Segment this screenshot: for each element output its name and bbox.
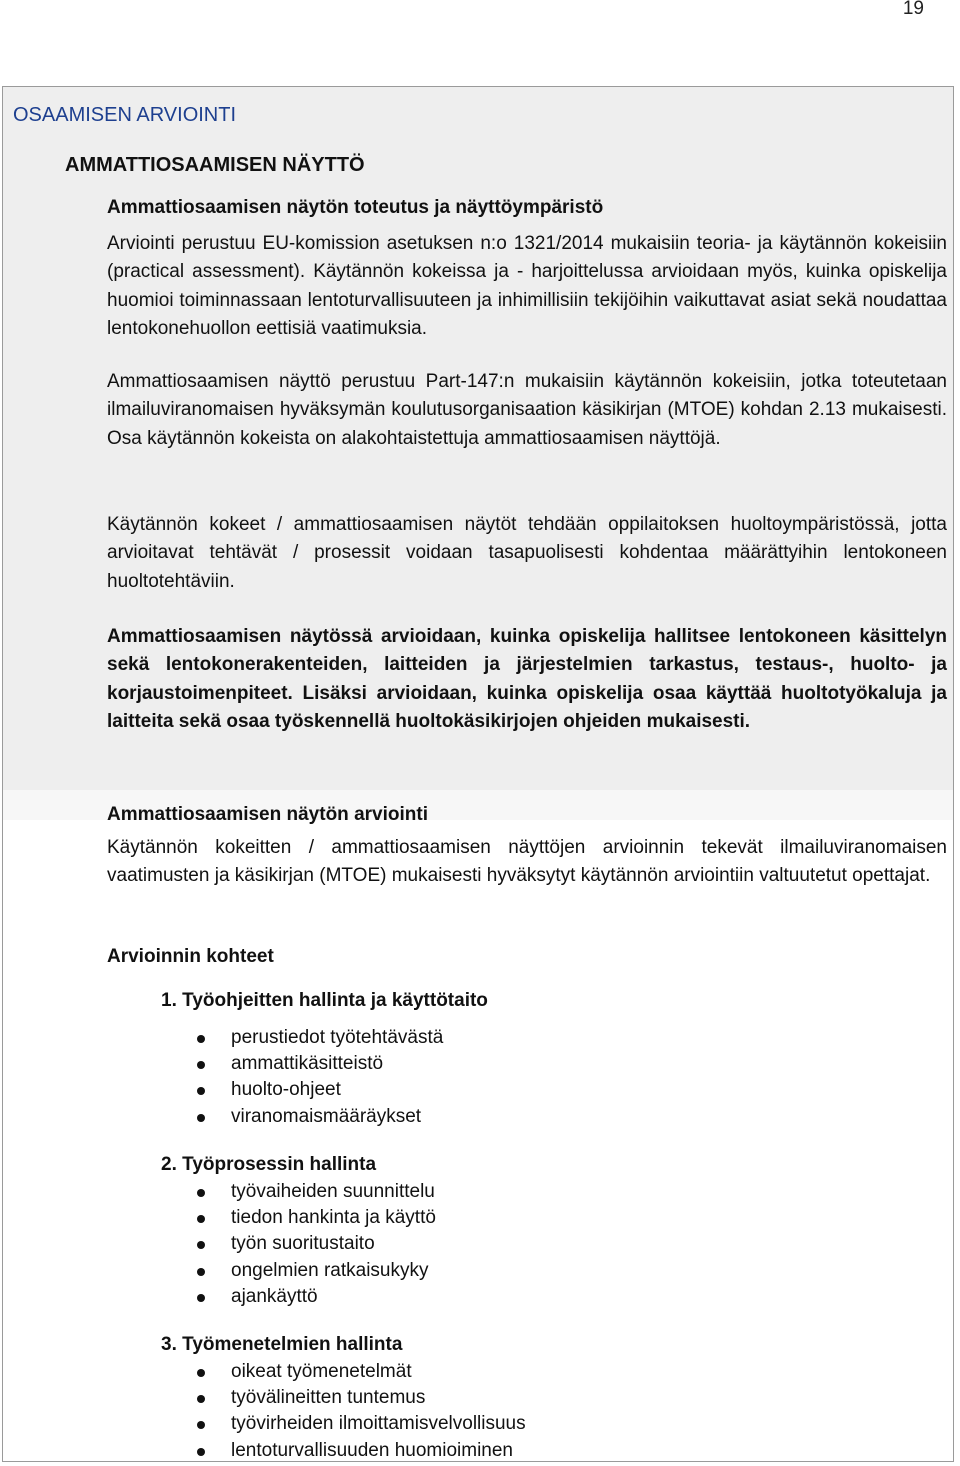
- list-item: oikeat työmenetelmät: [193, 1359, 526, 1385]
- bullet-icon: [197, 1268, 205, 1276]
- bullet-icon: [197, 1087, 205, 1095]
- list-item: huolto-ohjeet: [193, 1077, 443, 1103]
- list-title-tyoprosessi: 2. Työprosessin hallinta: [161, 1154, 377, 1175]
- bullet-icon: [197, 1369, 205, 1377]
- list-item: työn suoritustaito: [193, 1231, 436, 1257]
- bullet-icon: [197, 1421, 205, 1429]
- bullet-icon: [197, 1241, 205, 1249]
- list-item: ammattikäsitteistö: [193, 1051, 443, 1077]
- list-item: lentoturvallisuuden huomioiminen: [193, 1438, 526, 1462]
- bullet-icon: [197, 1395, 205, 1403]
- list-item: perustiedot työtehtävästä: [193, 1025, 443, 1051]
- section-heading-arviointi: Ammattiosaamisen näytön arviointi: [107, 804, 428, 825]
- list-title-tyomenetelmat: 3. Työmenetelmien hallinta: [161, 1334, 403, 1355]
- paragraph-kaytannon-kokeet: Käytännön kokeet / ammattiosaamisen näytöt tehdään oppilaitoksen huoltoympäristössä, jotta arvioitavat tehtävät / prosessit voidaan tasapuolisesti kohdentaa määrättyihin lentokoneen huoltotehtäviin.: [107, 514, 947, 592]
- list-item: viranomaismääräykset: [193, 1104, 443, 1130]
- list-item: ongelmien ratkaisukyky: [193, 1258, 436, 1284]
- bullet-icon: [197, 1294, 205, 1302]
- paragraph-arvioinnin-tekevat: Käytännön kokeitten / ammattiosaamisen näyttöjen arvioinnin tekevät ilmailuviranomaisen vaatimusten ja käsikirjan (MTOE) mukaisesti hyväksytyt käytännön arviointiin valtuutetut opettajat.: [107, 837, 947, 887]
- bullet-list-tyoprosessi: [193, 1179, 436, 1310]
- page-number: 19: [902, 0, 924, 19]
- bullet-icon: [197, 1189, 205, 1197]
- paragraph-arviointi-perustuu: Arviointi perustuu EU-komission asetuksen n:o 1321/2014 mukaisiin teoria- ja käytännön kokeisiin (practical assessment). Käytännön kokeissa ja - harjoittelussa arvioidaan myös, kuinka opiskelija huomioi toiminnassaan lentoturvallisuuteen ja inhimillisiin tekijöihin vaikuttavat asiat sekä noudattaa lentokonehuollon eettisiä vaatimuksia.: [107, 233, 947, 339]
- list-item: tiedon hankinta ja käyttö: [193, 1205, 436, 1231]
- list-item: työvälineitten tuntemus: [193, 1385, 526, 1411]
- list-item: työvaiheiden suunnittelu: [193, 1179, 436, 1205]
- bullet-icon: [197, 1448, 205, 1456]
- paragraph-naytto-perustuu: Ammattiosaamisen näyttö perustuu Part-147:n mukaisiin käytännön kokeisiin, jotka toteutetaan ilmailuviranomaisen hyväksymän koulutusorganisaation käsikirjan (MTOE) kohdan 2.13 mukaisesti. Osa käytännön kokeista on alakohtaistettuja ammattiosaamisen näyttöjä.: [107, 371, 947, 449]
- section-heading-toteutus: Ammattiosaamisen näytön toteutus ja näyttöympäristö: [107, 197, 604, 218]
- bullet-icon: [197, 1035, 205, 1043]
- list-item: ajankäyttö: [193, 1284, 436, 1310]
- list-item: työvirheiden ilmoittamisvelvollisuus: [193, 1411, 526, 1437]
- main-title: OSAAMISEN ARVIOINTI: [13, 104, 237, 126]
- list-title-tyoohjeet: 1. Työohjeitten hallinta ja käyttötaito: [161, 990, 488, 1011]
- bullet-list-tyoohjeet: [193, 1025, 443, 1130]
- paragraph-naytossa-arvioidaan: Ammattiosaamisen näytössä arvioidaan, kuinka opiskelija hallitsee lentokoneen käsittelyn sekä lentokonerakenteiden, laitteiden ja järjestelmien tarkastus, testaus-, huolto- ja korjaustoimenpiteet. Lisäksi arvioidaan, kuinka opiskelija osaa käyttää huoltotyökaluja ja laitteita sekä osaa työskennellä huoltokäsikirjojen ohjeiden mukaisesti.: [107, 626, 947, 732]
- document-frame: [2, 86, 954, 1462]
- sub-title: AMMATTIOSAAMISEN NÄYTTÖ: [65, 154, 365, 176]
- bullet-icon: [197, 1114, 205, 1122]
- bullet-icon: [197, 1215, 205, 1223]
- section-heading-kohteet: Arvioinnin kohteet: [107, 946, 274, 967]
- bullet-list-tyomenetelmat: [193, 1359, 526, 1462]
- bullet-icon: [197, 1061, 205, 1069]
